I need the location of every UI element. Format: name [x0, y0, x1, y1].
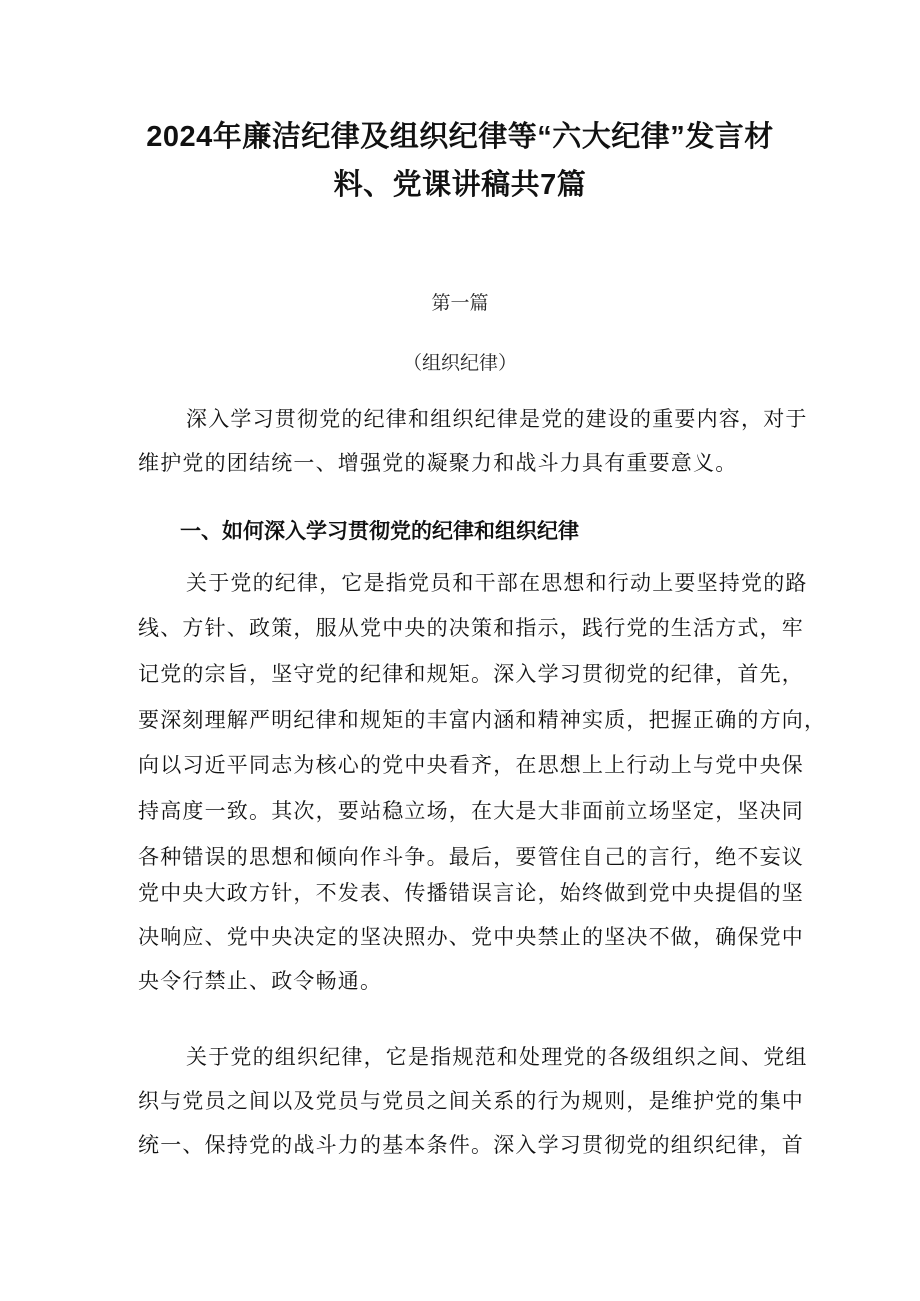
document-title-line-1: 2024年廉洁纪律及组织纪律等“六大纪律”发言材 — [146, 121, 774, 153]
paragraph-2-line: 织与党员之间以及党员与党员之间关系的行为规则，是维护党的集中 — [138, 1089, 804, 1113]
paragraph-1-line: 记党的宗旨，坚守党的纪律和规矩。深入学习贯彻党的纪律，首先， — [138, 662, 804, 686]
section-heading: 一、如何深入学习贯彻党的纪律和组织纪律 — [180, 519, 579, 543]
paragraph-1-line: 各种错误的思想和倾向作斗争。最后，要管住自己的言行，绝不妄议 — [138, 845, 804, 869]
paragraph-1-line: 要深刻理解严明纪律和规矩的丰富内涵和精神实质，把握正确的方向， — [138, 708, 827, 732]
part-subheading: （组织纪律） — [402, 352, 517, 374]
paragraph-1-line: 党中央大政方针，不发表、传播错误言论，始终做到党中央提倡的坚 — [138, 881, 804, 905]
paragraph-1-line: 线、方针、政策，服从党中央的决策和指示，践行党的生活方式，牢 — [138, 616, 804, 640]
paragraph-1-line: 决响应、党中央决定的坚决照办、党中央禁止的坚决不做，确保党中 — [138, 925, 804, 949]
paragraph-1-line: 央令行禁止、政令畅通。 — [138, 969, 383, 993]
paragraph-2-line: 统一、保持党的战斗力的基本条件。深入学习贯彻党的组织纪律，首 — [138, 1133, 804, 1157]
paragraph-1-line: 关于党的纪律，它是指党员和干部在思想和行动上要坚持党的路 — [186, 571, 808, 595]
part-heading: 第一篇 — [431, 292, 489, 314]
paragraph-1-line: 向以习近平同志为核心的党中央看齐，在思想上上行动上与党中央保 — [138, 753, 804, 777]
document-title-line-2: 料、党课讲稿共7篇 — [333, 169, 587, 201]
paragraph-1-line: 持高度一致。其次，要站稳立场，在大是大非面前立场坚定，坚决同 — [138, 799, 804, 823]
intro-line: 维护党的团结统一、增强党的凝聚力和战斗力具有重要意义。 — [138, 451, 738, 475]
paragraph-2-line: 关于党的组织纪律，它是指规范和处理党的各级组织之间、党组 — [186, 1045, 808, 1069]
intro-line: 深入学习贯彻党的纪律和组织纪律是党的建设的重要内容，对于 — [186, 407, 808, 431]
